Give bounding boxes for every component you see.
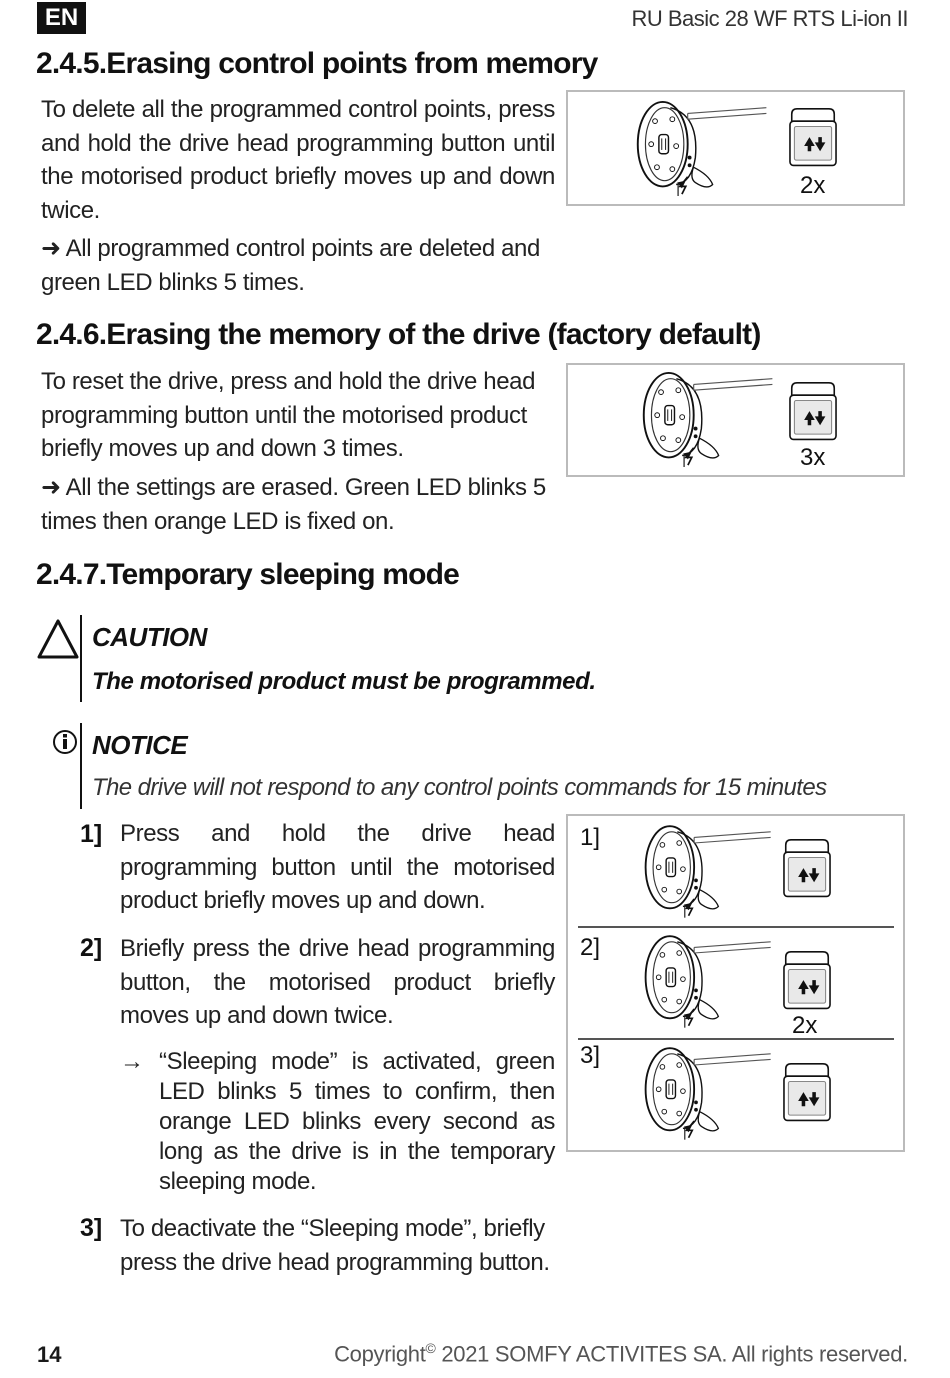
step-number: 3]	[80, 1214, 103, 1242]
copyright-symbol: ©	[425, 1340, 436, 1356]
section-2-4-6-result: ➜ All the settings are erased. Green LED blinks 5 times then orange LED is fixed on.	[41, 474, 546, 535]
press-count-label: 2x	[800, 172, 826, 199]
page-number: 14	[37, 1342, 62, 1367]
substep-text: “Sleeping mode” is activated, green LED blinks 5 times to confirm, then orange LED blinks every second as long as the drive is in the temporary sleeping mode.	[159, 1048, 555, 1195]
drive-head-icon	[638, 367, 782, 471]
drive-head-icon	[640, 820, 780, 922]
notice-title: NOTICE	[92, 730, 188, 760]
programming-button-icon	[786, 107, 840, 169]
section-2-4-6-body: To reset the drive, press and hold the drive head programming button until the motorised product briefly moves up and down 3 times.	[41, 368, 536, 462]
step-number: 2]	[80, 934, 103, 962]
figure-divider	[578, 926, 894, 928]
programming-button-icon	[786, 381, 840, 443]
caution-title: CAUTION	[92, 622, 207, 652]
section-heading-2-4-7: 2.4.7.Temporary sleeping mode	[36, 558, 460, 591]
programming-button-icon	[780, 838, 834, 900]
step-text: Briefly press the drive head programming button, the motorised product briefly moves up and down twice.	[120, 935, 555, 1029]
language-badge: EN	[37, 2, 86, 34]
copyright-rest: 2021 SOMFY ACTIVITES SA. All rights reserved.	[435, 1341, 908, 1367]
figure-divider	[578, 1038, 894, 1040]
section-heading-2-4-6: 2.4.6.Erasing the memory of the drive (factory default)	[36, 318, 761, 351]
press-count-label: 3x	[800, 444, 826, 471]
caution-text: The motorised product must be programmed.	[92, 668, 596, 695]
warning-triangle-icon	[36, 618, 80, 660]
notice-text: The drive will not respond to any control points commands for 15 minutes	[92, 774, 827, 801]
copyright-word: Copyright	[334, 1341, 426, 1367]
drive-head-icon	[640, 1042, 780, 1144]
section-heading-2-4-5: 2.4.5.Erasing control points from memory	[36, 47, 598, 80]
drive-head-icon	[640, 930, 780, 1032]
substep-arrow: →	[120, 1048, 144, 1075]
section-2-4-5-body: To delete all the programmed control points, press and hold the drive head programming button until the motorised product briefly moves up and down twice.	[41, 96, 555, 224]
figure-factory-reset	[566, 363, 905, 477]
copyright-notice	[334, 1340, 908, 1367]
figure-sleeping-mode	[566, 814, 905, 1152]
press-count-label: 2x	[792, 1012, 818, 1039]
step-text: To deactivate the “Sleeping mode”, briefly press the drive head programming button.	[120, 1215, 550, 1276]
document-title: RU Basic 28 WF RTS Li-ion II	[631, 6, 908, 31]
figure-step-label: 2]	[580, 934, 601, 961]
caution-bar	[80, 615, 82, 702]
figure-erase-control-points	[566, 90, 905, 206]
programming-button-icon	[780, 1062, 834, 1124]
figure-step-label: 3]	[580, 1042, 601, 1069]
programming-button-icon	[780, 950, 834, 1012]
section-2-4-5-result: ➜ All programmed control points are deleted and green LED blinks 5 times.	[41, 235, 540, 296]
drive-head-icon	[632, 96, 776, 200]
figure-step-label: 1]	[580, 824, 601, 851]
notice-bar	[80, 723, 82, 809]
step-text: Press and hold the drive head programming button until the motorised product briefly moves up and down.	[120, 820, 555, 914]
info-icon	[52, 729, 78, 755]
step-number: 1]	[80, 820, 103, 848]
